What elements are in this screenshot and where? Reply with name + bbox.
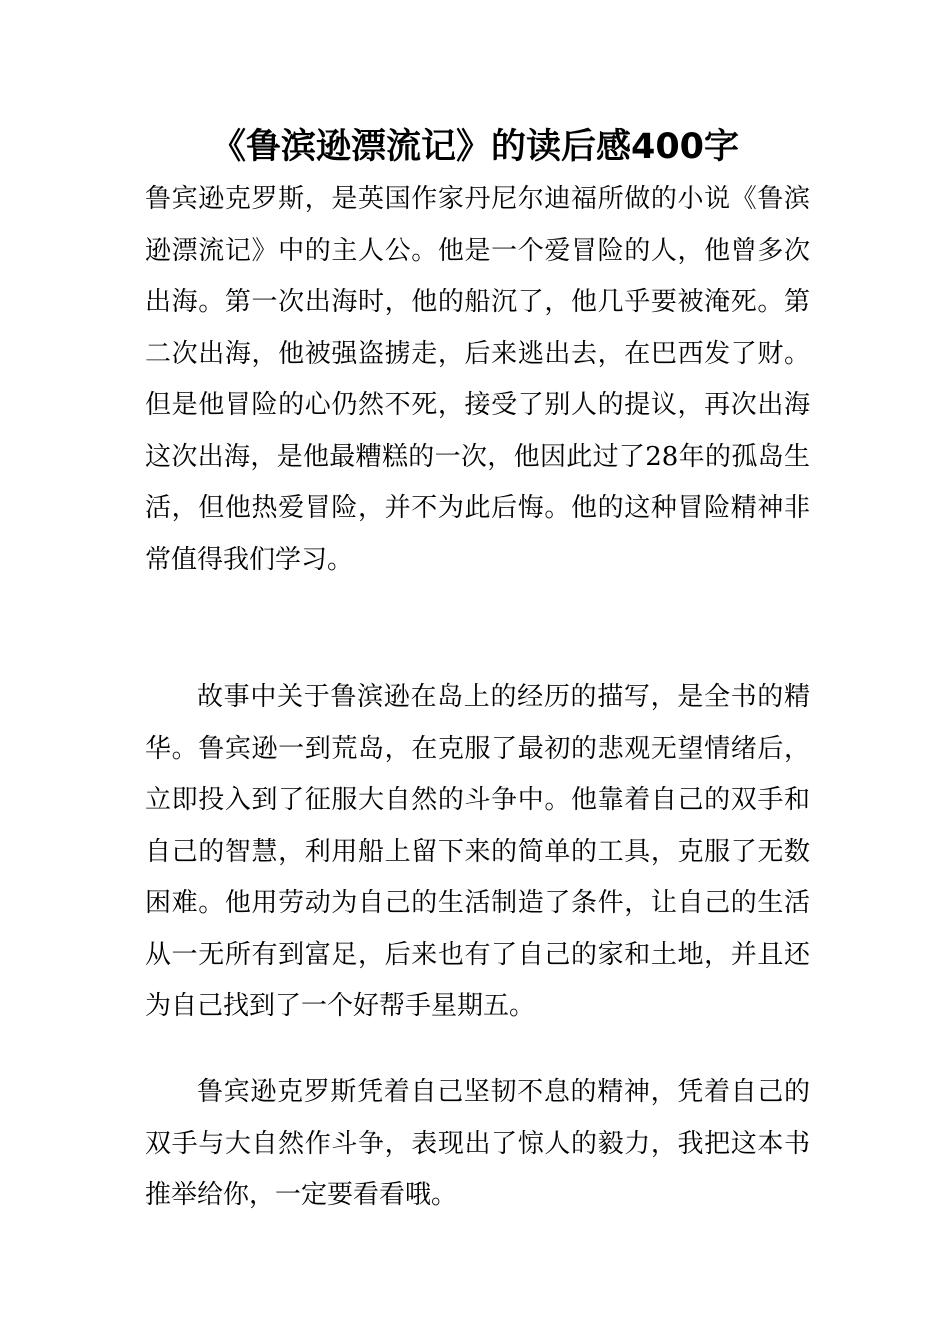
document-title: 《鲁滨逊漂流记》的读后感400字 (210, 127, 740, 167)
paragraph-2: 故事中关于鲁滨逊在岛上的经历的描写，是全书的精华。鲁宾逊一到荒岛，在克服了最初的悲观无望情绪后，立即投入到了征服大自然的斗争中。他靠着自己的双手和自己的智慧，利用船上留下来的简单的工具，克服了无数困难。他用劳动为自己的生活制造了条件，让自己的生活从一无所有到富足，后来也有了自己的家和土地，并且还为自己找到了一个好帮手星期五。 (145, 682, 810, 1021)
paragraph-1: 鲁宾逊克罗斯，是英国作家丹尼尔迪福所做的小说《鲁滨逊漂流记》中的主人公。他是一个爱冒险的人，他曾多次出海。第一次出海时，他的船沉了，他几乎要被淹死。第二次出海，他被强盗掳走，后来逃出去，在巴西发了财。但是他冒险的心仍然不死，接受了别人的提议，再次出海这次出海，是他最糟糕的一次，他因此过了28年的孤岛生活，但他热爱冒险，并不为此后悔。他的这种冒险精神非常值得我们学习。 (145, 184, 810, 575)
paragraph-3: 鲁宾逊克罗斯凭着自己坚韧不息的精神，凭着自己的双手与大自然作斗争，表现出了惊人的毅力，我把这本书推举给你，一定要看看哦。 (145, 1077, 810, 1210)
